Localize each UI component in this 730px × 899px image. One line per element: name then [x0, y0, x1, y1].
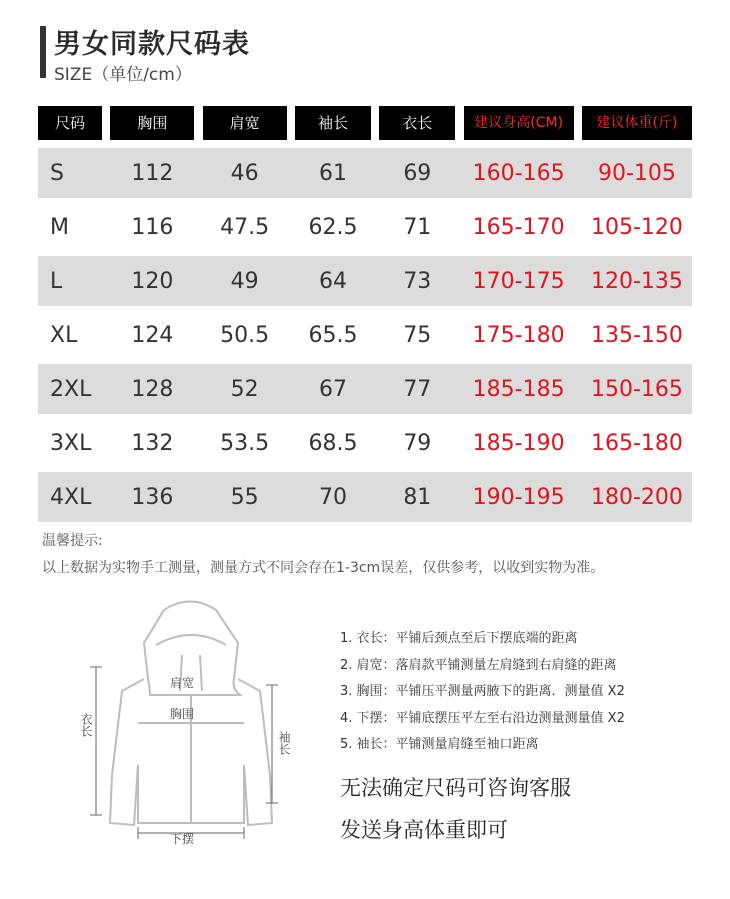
size-table-header [38, 106, 692, 140]
cell-chest: 124 [131, 322, 174, 348]
diagram-label-length: 衣长 [79, 713, 93, 737]
cell-weight: 135-150 [591, 322, 683, 348]
cell-height: 170-175 [472, 268, 565, 294]
cell-sleeve: 64 [318, 268, 347, 294]
cell-weight: 150-165 [591, 376, 683, 402]
cell-size: M [50, 214, 69, 240]
cell-sleeve: 70 [318, 484, 347, 510]
column-header-shoulder: 肩宽 [203, 106, 287, 140]
column-header-chest: 胸围 [110, 106, 194, 140]
size-table [38, 106, 692, 526]
title-accent-bar [40, 26, 46, 78]
cell-height: 185-190 [472, 430, 565, 456]
cell-shoulder: 49 [230, 268, 259, 294]
cell-weight: 120-135 [591, 268, 683, 294]
cell-height: 160-165 [472, 160, 565, 186]
size-table-body [38, 148, 692, 522]
cell-chest: 128 [131, 376, 174, 402]
cell-sleeve: 65.5 [308, 322, 358, 348]
cell-size: 4XL [50, 484, 92, 510]
cell-chest: 116 [131, 214, 174, 240]
cell-length: 81 [403, 484, 432, 510]
cell-shoulder: 52 [230, 376, 259, 402]
diagram-label-chest: 胸围 [169, 707, 195, 721]
cell-weight: 90-105 [598, 160, 676, 186]
diagram-label-sleeve: 袖长 [277, 731, 291, 755]
notes-title: 温馨提示: [42, 533, 103, 549]
cell-length: 73 [403, 268, 432, 294]
cell-chest: 112 [131, 160, 174, 186]
cell-height: 175-180 [472, 322, 565, 348]
jacket-measurement-diagram [72, 595, 312, 845]
cell-size: XL [50, 322, 78, 348]
cell-length: 69 [403, 160, 432, 186]
notes-text: 以上数据为实物手工测量，测量方式不同会存在1-3cm误差，仅供参考，以收到实物为准。 [42, 560, 605, 576]
cell-length: 79 [403, 430, 432, 456]
cell-height: 185-185 [472, 376, 565, 402]
cell-shoulder: 47.5 [220, 214, 270, 240]
legend-item-sleeve: 5. 袖长：平铺测量肩缝至袖口距离 [340, 737, 539, 752]
contact-note-line-2: 发送身高体重即可 [340, 818, 508, 842]
cell-size: 2XL [50, 376, 92, 402]
legend-item-chest: 3. 胸围：平铺压平测量两腋下的距离．测量值 X2 [340, 684, 625, 699]
table-row [38, 256, 692, 306]
column-header-weight: 建议体重(斤) [582, 106, 692, 140]
legend-item-hem: 4. 下摆：平铺底摆压平左至右沿边测量测量值 X2 [340, 710, 625, 726]
cell-sleeve: 62.5 [308, 214, 358, 240]
table-row [38, 148, 692, 198]
cell-weight: 105-120 [591, 214, 683, 240]
cell-size: S [50, 160, 64, 186]
column-header-sleeve: 袖长 [295, 106, 371, 140]
table-row [38, 310, 692, 360]
table-row [38, 418, 692, 468]
cell-shoulder: 50.5 [220, 322, 270, 348]
cell-sleeve: 68.5 [308, 430, 358, 456]
table-row [38, 202, 692, 252]
cell-weight: 165-180 [591, 430, 683, 456]
diagram-label-hem: 下摆 [169, 832, 195, 845]
cell-length: 75 [403, 322, 432, 348]
column-header-height: 建议身高(CM) [464, 106, 574, 140]
cell-length: 77 [403, 376, 432, 402]
contact-note-line-1: 无法确定尺码可咨询客服 [340, 776, 571, 800]
cell-height: 190-195 [472, 484, 565, 510]
legend-item-length: 1. 衣长：平铺后颈点至后下摆底端的距离 [340, 631, 578, 646]
cell-weight: 180-200 [591, 484, 683, 510]
table-row [38, 472, 692, 522]
column-header-length: 衣长 [379, 106, 455, 140]
cell-size: L [50, 268, 63, 294]
cell-length: 71 [403, 214, 432, 240]
cell-chest: 120 [131, 268, 174, 294]
cell-height: 165-170 [472, 214, 565, 240]
cell-chest: 136 [131, 484, 174, 510]
column-header-size: 尺码 [38, 106, 102, 140]
diagram-label-shoulder: 肩宽 [169, 676, 195, 690]
legend-item-shoulder: 2. 肩宽：落肩款平铺测量左肩缝到右肩缝的距离 [340, 657, 617, 673]
table-row [38, 364, 692, 414]
cell-sleeve: 61 [318, 160, 347, 186]
cell-chest: 132 [131, 430, 174, 456]
cell-shoulder: 46 [230, 160, 259, 186]
cell-shoulder: 55 [230, 484, 259, 510]
hood-opening [156, 635, 226, 645]
cell-size: 3XL [50, 430, 92, 456]
measurement-legend [340, 626, 625, 759]
cell-sleeve: 67 [318, 376, 347, 402]
cell-shoulder: 53.5 [220, 430, 270, 456]
page-title: 男女同款尺码表 [54, 29, 250, 60]
page-subtitle: SIZE（单位/cm） [54, 65, 192, 85]
